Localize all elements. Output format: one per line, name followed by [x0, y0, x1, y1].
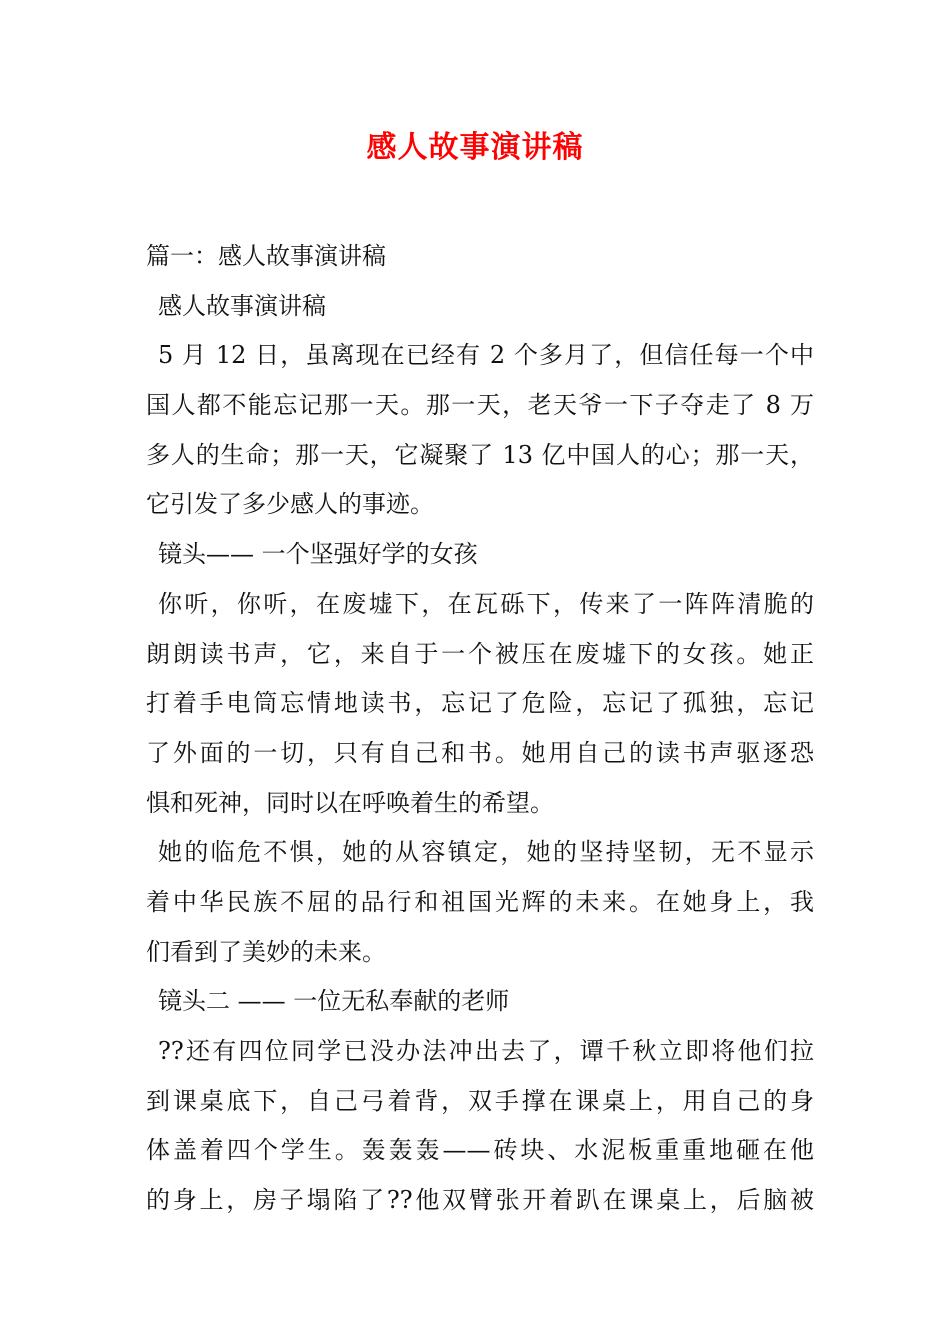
document-body — [146, 232, 814, 1226]
paragraph-line: 着中华民族不屈的品行和祖国光辉的未来。在她身上，我 — [146, 887, 814, 916]
paragraph-line: 朗朗读书声，它，来自于一个被压在废墟下的女孩。她正 — [146, 639, 814, 668]
paragraph-line: 她的临危不惧，她的从容镇定，她的坚持坚韧，无不显示 — [158, 838, 814, 867]
paragraph-line: ??还有四位同学已没办法冲出去了，谭千秋立即将他们拉 — [158, 1037, 814, 1065]
scene-heading: 镜头—— 一个坚强好学的女孩 — [158, 540, 478, 569]
paragraph-line: 你听，你听，在废墟下，在瓦砾下，传来了一阵阵清脆的 — [158, 589, 814, 618]
speech-heading: 感人故事演讲稿 — [158, 291, 326, 320]
paragraph-line: 打着手电筒忘情地读书，忘记了危险，忘记了孤独，忘记 — [146, 689, 814, 718]
scene-heading: 镜头二 —— 一位无私奉献的老师 — [158, 987, 510, 1016]
paragraph-line: 的身上，房子塌陷了??他双臂张开着趴在课桌上，后脑被 — [146, 1186, 814, 1215]
paragraph-line: 它引发了多少感人的事迹。 — [146, 490, 434, 519]
paragraph-line: 到课桌底下，自己弓着背，双手撑在课桌上，用自己的身 — [146, 1086, 814, 1115]
paragraph-line: 了外面的一切，只有自己和书。她用自己的读书声驱逐恐 — [146, 738, 814, 767]
document-title: 感人故事演讲稿 — [366, 130, 584, 165]
paragraph-line: 惧和死神，同时以在呼唤着生的希望。 — [146, 788, 554, 817]
paragraph-line: 多人的生命；那一天，它凝聚了 13 亿中国人的心；那一天， — [146, 440, 814, 469]
section-heading: 篇一：感人故事演讲稿 — [146, 242, 386, 270]
paragraph-line: 5 月 12 日，虽离现在已经有 2 个多月了，但信任每一个中 — [158, 341, 814, 370]
paragraph-line: 国人都不能忘记那一天。那一天，老天爷一下子夺走了 8 万 — [146, 391, 814, 420]
paragraph-line: 体盖着四个学生。轰轰轰——砖块、水泥板重重地砸在他 — [146, 1136, 814, 1165]
paragraph-line: 们看到了美妙的未来。 — [146, 937, 386, 966]
